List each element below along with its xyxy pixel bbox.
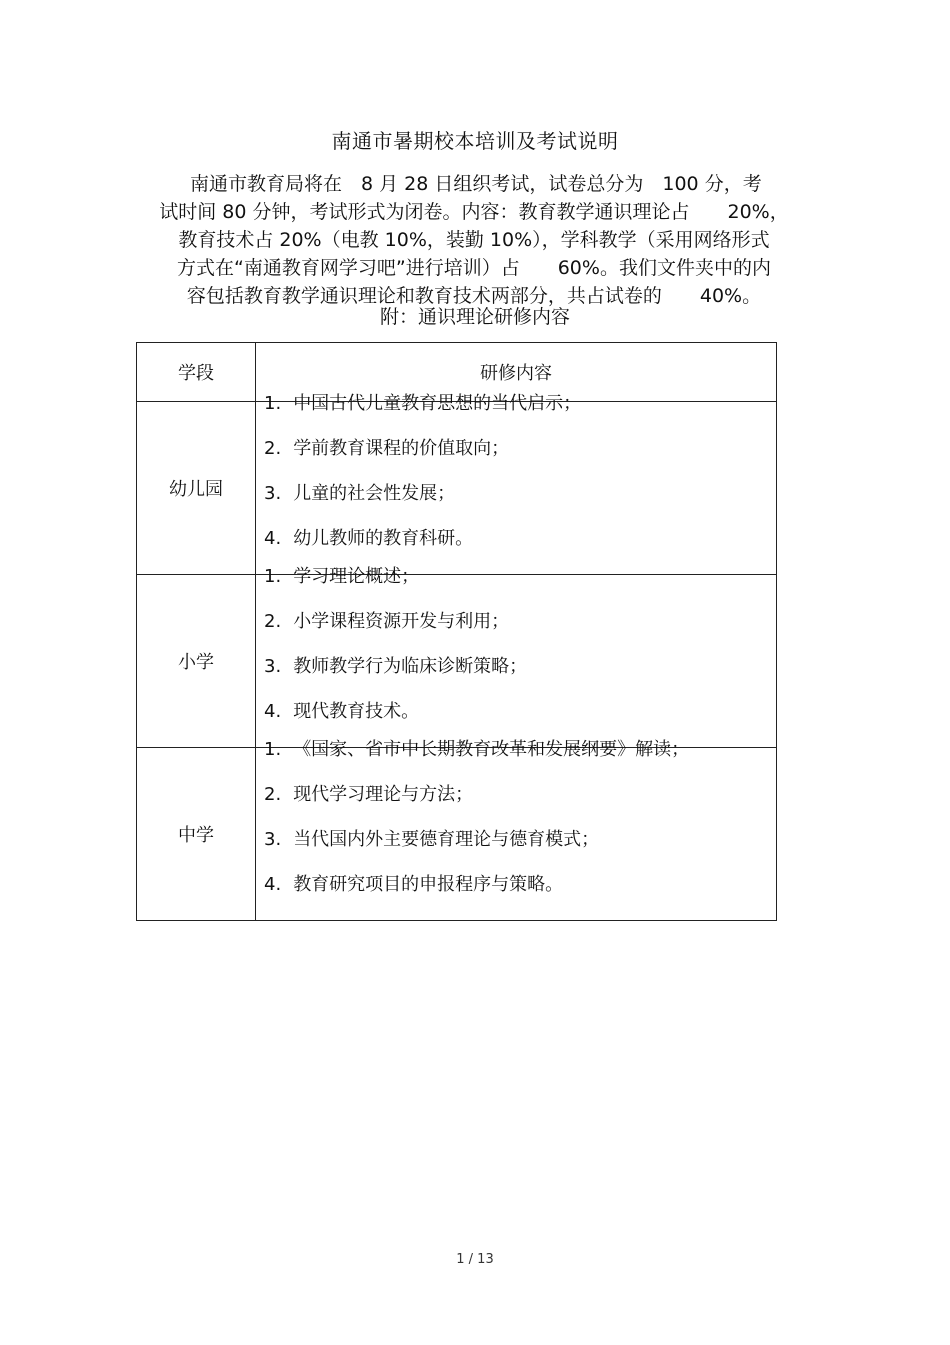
item-text: 现代教育技术。 [293,701,420,722]
item-number: 3. [264,656,282,677]
list-item [264,484,776,529]
course-table [136,342,777,921]
list-item [264,612,776,657]
intro-line: 教育技术占 20%（电教 10%，装勤 10%），学科教学（采用网络形式 [178,229,770,251]
page-indicator: 1 / 13 [456,1252,494,1267]
table-row [137,575,777,748]
item-text: 儿童的社会性发展； [293,483,456,504]
item-number: 3. [264,483,282,504]
appendix-title: 附：通识理论研修内容 [379,306,570,328]
item-text: 幼儿教师的教育科研。 [293,528,474,549]
item-number: 1. [264,566,282,587]
item-number: 2. [264,438,282,459]
item-number: 1. [264,739,282,760]
content-cell [256,393,777,575]
list-item [264,657,776,702]
list-item [264,439,776,484]
item-number: 1. [264,393,282,414]
item-number: 3. [264,829,282,850]
header-stage: 学段 [137,343,256,402]
item-text: 教育研究项目的申报程序与策略。 [293,874,564,895]
content-cell [256,566,777,748]
item-number: 4. [264,701,282,722]
intro-paragraph [140,170,808,310]
stage-cell: 小学 [137,575,256,748]
list-item [264,875,776,920]
item-text: 学前教育课程的价值取向； [293,438,510,459]
table-row [137,402,777,575]
content-cell [256,739,777,921]
item-number: 4. [264,528,282,549]
item-text: 教师教学行为临床诊断策略； [293,656,528,677]
list-item [264,394,776,439]
list-item [264,740,776,785]
intro-line: 容包括教育教学通识理论和教育技术两部分，共占试卷的 40%。 [186,285,762,307]
item-text: 小学课程资源开发与利用； [293,611,510,632]
item-text: 学习理论概述； [293,566,420,587]
item-text: 现代学习理论与方法； [293,784,474,805]
stage-cell: 幼儿园 [137,402,256,575]
header-content: 研修内容 [256,343,777,402]
list-item [264,830,776,875]
stage-cell: 中学 [137,748,256,921]
intro-line: 南通市教育局将在 8 月 28 日组织考试，试卷总分为 100 分，考 [190,173,762,195]
intro-line: 试时间 80 分钟，考试形式为闭卷。内容：教育教学通识理论占 20%， [159,201,789,223]
item-number: 2. [264,611,282,632]
item-text: 当代国内外主要德育理论与德育模式； [293,829,600,850]
intro-line: 方式在“南通教育网学习吧”进行培训）占 60%。我们文件夹中的内 [177,257,771,279]
document-title: 南通市暑期校本培训及考试说明 [331,129,619,153]
list-item [264,567,776,612]
table-row [137,748,777,921]
item-text: 《国家、省市中长期教育改革和发展纲要》解读； [293,739,690,760]
item-number: 4. [264,874,282,895]
list-item [264,785,776,830]
item-number: 2. [264,784,282,805]
item-text: 中国古代儿童教育思想的当代启示； [293,393,582,414]
